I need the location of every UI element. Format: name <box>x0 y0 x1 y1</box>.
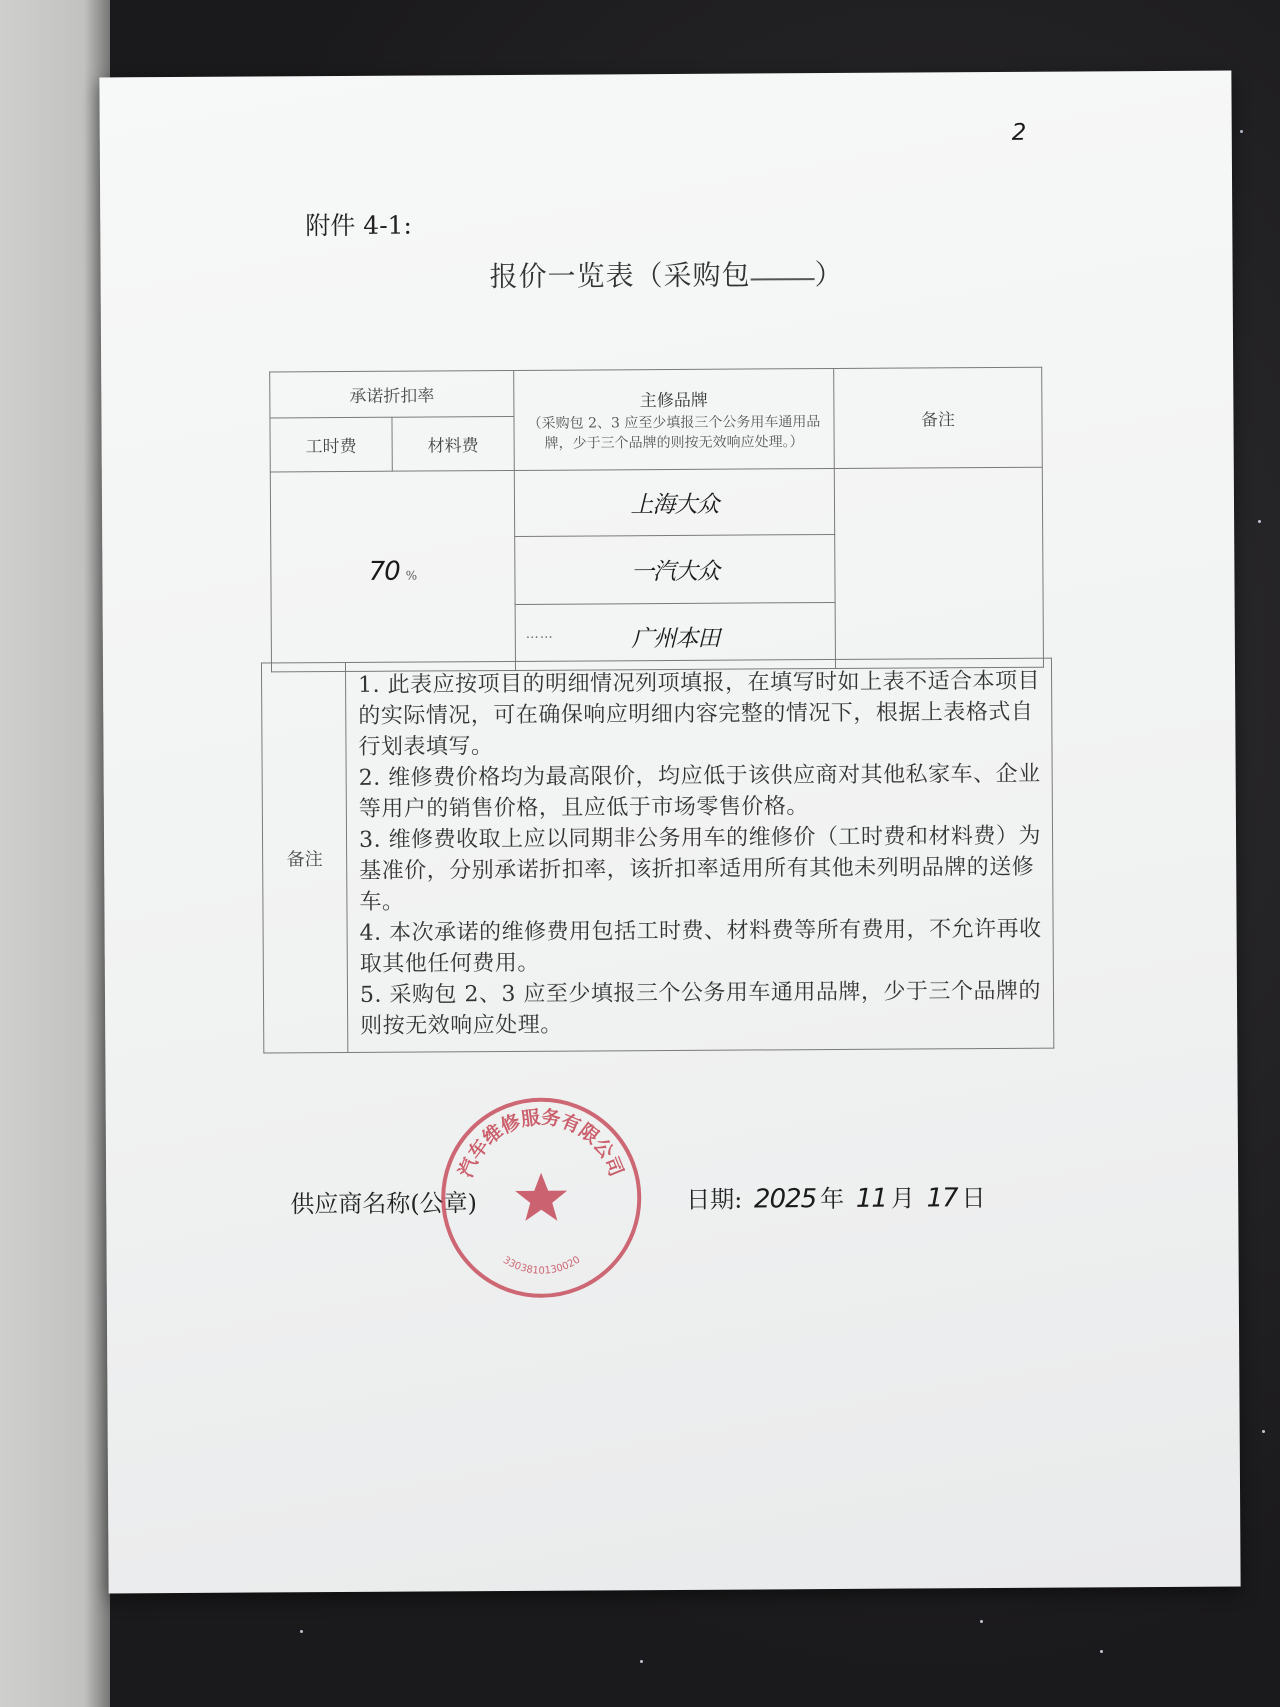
title-prefix: 报价一览表（采购包 <box>489 258 751 294</box>
seal-text <box>454 1105 628 1181</box>
title-blank-line <box>751 274 815 280</box>
attachment-label: 附件 4-1: <box>305 210 413 241</box>
company-seal <box>436 1092 647 1303</box>
rate-value-cell <box>270 470 515 671</box>
remark-item: 5. 采购包 2、3 应至少填报三个公务用车通用品牌，少于三个品牌的则按无效响应处理。 <box>359 978 1042 1039</box>
rate-value: 70 <box>368 556 400 587</box>
background-sparkle <box>1240 130 1243 133</box>
date-day: 17 <box>926 1183 958 1214</box>
remarks-content <box>345 658 1053 1052</box>
remark-item: 3. 维修费收取上应以同期非公务用车的维修价（工时费和材料费）为基准价，分别承诺折扣率，该折扣率适用所有其他未列明品牌的送修车。 <box>358 823 1042 915</box>
rate-unit: % <box>405 568 418 583</box>
date-year-unit: 年 <box>820 1184 845 1214</box>
brand-row <box>514 468 834 536</box>
seal-text-path: 汽车维修服务有限公司 <box>454 1106 628 1181</box>
background-sparkle <box>1262 1430 1265 1433</box>
date-line <box>686 1178 986 1215</box>
header-remark-cell: 备注 <box>834 367 1043 468</box>
quote-table <box>269 367 1044 673</box>
seal-code <box>501 1254 583 1277</box>
background-sparkle <box>300 1630 303 1633</box>
date-label: 日期: <box>686 1185 743 1214</box>
brand-name: 上海大众 <box>630 491 719 519</box>
background-sparkle <box>640 1660 643 1663</box>
date-day-unit: 日 <box>961 1184 986 1213</box>
brand-name: 广州本田 <box>631 625 720 653</box>
seal-star-icon <box>515 1173 567 1221</box>
date-year: 2025 <box>753 1184 817 1215</box>
background-sparkle <box>1258 520 1261 523</box>
remark-item: 1. 此表应按项目的明细情况列项填报，在填写时如上表不适合本项目的实际情况，可在确保响应明细内容完整的情况下，根据上表格式自行划表填写。 <box>358 668 1041 760</box>
date-month-unit: 月 <box>890 1184 915 1213</box>
document-title <box>100 251 1232 298</box>
supplier-label: 供应商名称(公章) <box>290 1189 478 1219</box>
paper-document <box>99 71 1240 1594</box>
background-sparkle <box>1100 1650 1103 1653</box>
brand-ellipsis: …… <box>525 626 554 642</box>
page-number: 2 <box>1011 119 1026 146</box>
remarks-label: 备注 <box>261 662 347 1053</box>
header-brand-main: 主修品牌 <box>639 390 708 412</box>
remark-item: 4. 本次承诺的维修费用包括工时费、材料费等所有费用，不允许再收取其他任何费用。 <box>359 916 1042 977</box>
header-labor-cell: 工时费 <box>270 417 392 472</box>
brand-name: 一汽大众 <box>630 558 719 586</box>
header-brand-cell <box>514 368 835 470</box>
remarks-table <box>261 658 1054 1054</box>
header-brand-note: （采购包 2、3 应至少填报三个公务用车通用品牌，少于三个品牌的则按无效响应处理。） <box>527 414 821 452</box>
seal-code-path: 3303810130020 <box>500 1254 583 1277</box>
background-sparkle <box>980 1620 983 1623</box>
remark-value-cell <box>834 467 1043 668</box>
title-suffix: ） <box>814 257 844 292</box>
brand-row <box>515 534 835 604</box>
date-month: 11 <box>855 1183 887 1214</box>
header-rate-cell: 承诺折扣率 <box>270 370 514 417</box>
remark-item: 2. 维修费价格均为最高限价，均应低于该供应商对其他私家车、企业等用户的销售价格，且应低于市场零售价格。 <box>358 761 1041 822</box>
header-material-cell: 材料费 <box>392 416 514 471</box>
